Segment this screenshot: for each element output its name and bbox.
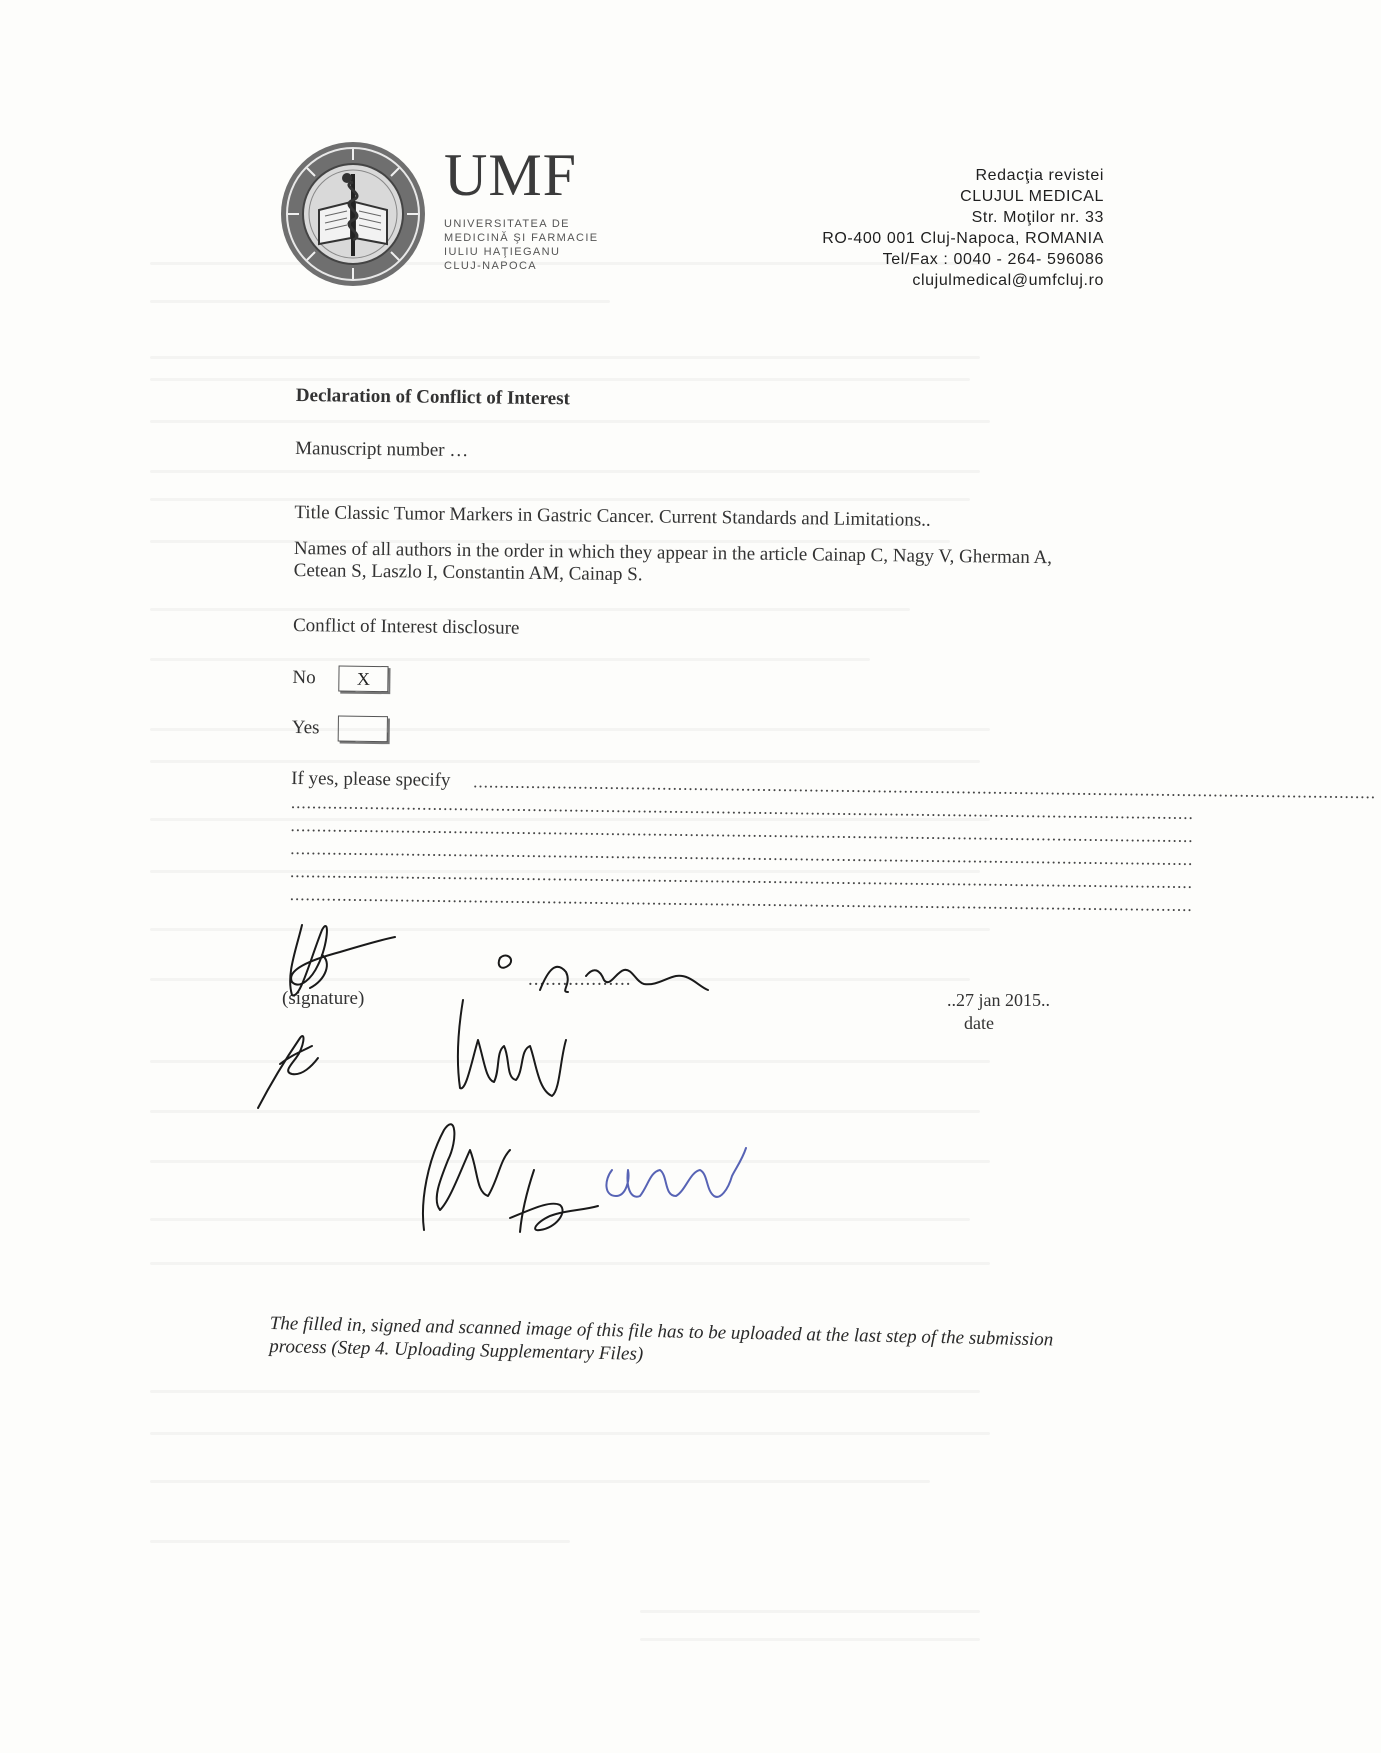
address-line: Tel/Fax : 0040 - 264- 596086 [882, 251, 1104, 268]
no-checkbox[interactable]: X [338, 666, 388, 693]
address-line: Redacţia revistei [975, 167, 1104, 184]
upload-instructions: The filled in, signed and scanned image of this file has to be uploaded at the last step of the submission process (Step 4. Uploading Supplementary Files) [269, 1312, 1054, 1365]
specify-dotted-line[interactable]: ............................................................................................................................................................................ [289, 884, 1193, 915]
date-value: ..27 jan 2015.. [947, 990, 1050, 1010]
authors-field: Names of all authors in the order in which they appear in the article Cainap C, Nagy V, Gherman A, Cetean S, Laszlo I, Constantin AM, Cainap S. [293, 537, 1053, 586]
institution-line: MEDICINĂ ŞI FARMACIE [444, 232, 599, 244]
name-dotted-line: .................. [528, 969, 632, 990]
specify-dotted-line[interactable]: ............................................................................................................................................................................ [290, 792, 1194, 824]
signature-label: (signature) [282, 988, 365, 1009]
institution-line: CLUJ-NAPOCA [444, 260, 538, 272]
specify-label: If yes, please specify [291, 767, 451, 791]
disclosure-label: Conflict of Interest disclosure [292, 614, 520, 639]
journal-address [822, 165, 1104, 291]
yes-checkbox[interactable] [338, 716, 388, 743]
signature-stroke [510, 1170, 598, 1232]
signature-stroke [423, 1124, 510, 1230]
signature-stroke [310, 955, 327, 988]
address-line: Str. Moţilor nr. 33 [971, 209, 1104, 226]
date-label: date [964, 1013, 994, 1033]
declaration-form [289, 385, 1377, 915]
specify-dotted-line[interactable]: ............................................................................................................................................................................ [473, 772, 1377, 803]
title-field: Title Classic Tumor Markers in Gastric Cancer. Current Standards and Limitations.. [294, 501, 931, 531]
address-line: RO-400 001 Cluj-Napoca, ROMANIA [822, 230, 1104, 247]
institution-block [444, 142, 599, 273]
institution-logo-text: UMF [444, 142, 578, 208]
specify-dotted-line[interactable]: ............................................................................................................................................................................ [289, 861, 1194, 892]
specify-dotted-line[interactable]: ............................................................................................................................................................................ [290, 838, 1194, 869]
address-line: CLUJUL MEDICAL [960, 188, 1104, 205]
form-heading: Declaration of Conflict of Interest [295, 385, 571, 410]
specify-dotted-line[interactable]: ............................................................................................................................................................................ [290, 815, 1194, 846]
institution-line: IULIU HAŢIEGANU [444, 246, 561, 258]
signature-stroke [290, 925, 395, 995]
signature-stroke [280, 1046, 312, 1064]
signature-stroke [499, 956, 708, 992]
no-label: No [292, 666, 316, 689]
institution-line: UNIVERSITATEA DE [444, 218, 570, 230]
manuscript-number-field: Manuscript number … [295, 437, 469, 462]
university-seal-icon [279, 140, 427, 288]
signature-stroke [258, 1036, 318, 1108]
yes-label: Yes [291, 716, 320, 739]
address-email[interactable]: clujulmedical@umfcluj.ro [912, 272, 1104, 289]
signature-stroke [458, 1000, 566, 1096]
signature-stroke [606, 1148, 746, 1197]
